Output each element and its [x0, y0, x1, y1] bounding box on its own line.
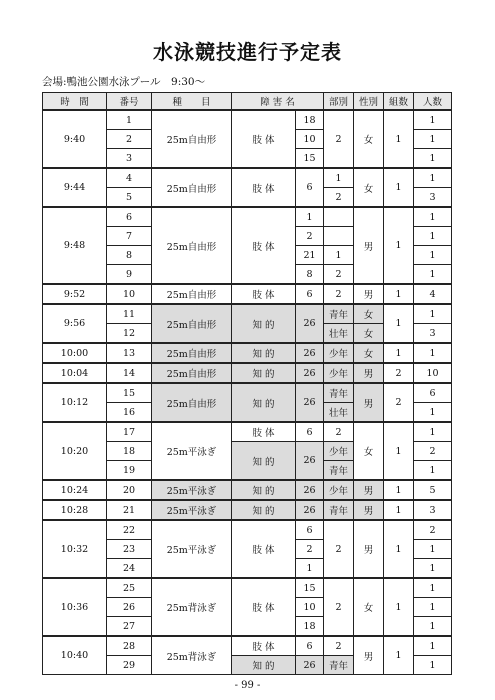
groups-cell: 1 — [384, 207, 414, 284]
sex-cell: 男 — [354, 520, 384, 578]
people-cell: 5 — [414, 480, 452, 500]
header-time: 時 間 — [43, 93, 107, 111]
number-cell: 7 — [107, 227, 152, 246]
number-cell: 12 — [107, 324, 152, 344]
class-cell: 2 — [296, 227, 324, 246]
event-cell: 25m自由形 — [152, 383, 232, 422]
time-cell: 10:04 — [43, 363, 107, 383]
disability-cell: 知 的 — [232, 442, 296, 481]
number-cell: 3 — [107, 149, 152, 169]
header-disability: 障 害 名 — [232, 93, 324, 111]
sex-cell: 女 — [354, 168, 384, 207]
number-cell: 16 — [107, 403, 152, 423]
schedule-table — [42, 92, 452, 675]
people-cell: 1 — [414, 617, 452, 637]
event-cell: 25m自由形 — [152, 168, 232, 207]
table-row — [43, 207, 452, 227]
time-cell: 10:20 — [43, 422, 107, 480]
number-cell: 24 — [107, 559, 152, 579]
number-cell: 21 — [107, 500, 152, 520]
disability-cell: 肢 体 — [232, 168, 296, 207]
people-cell: 3 — [414, 324, 452, 344]
groups-cell: 1 — [384, 578, 414, 636]
class-cell: 6 — [296, 168, 324, 207]
class-cell: 18 — [296, 110, 324, 130]
number-cell: 17 — [107, 422, 152, 442]
groups-cell: 1 — [384, 480, 414, 500]
number-cell: 15 — [107, 383, 152, 403]
groups-cell: 1 — [384, 168, 414, 207]
people-cell: 1 — [414, 110, 452, 130]
groups-cell: 1 — [384, 520, 414, 578]
division-cell: 青年 — [324, 304, 354, 324]
groups-cell: 1 — [384, 304, 414, 343]
people-cell: 4 — [414, 284, 452, 304]
division-cell: 少年 — [324, 343, 354, 363]
groups-cell: 1 — [384, 343, 414, 363]
time-cell: 10:28 — [43, 500, 107, 520]
class-cell: 6 — [296, 520, 324, 540]
groups-cell: 1 — [384, 284, 414, 304]
time-cell: 9:52 — [43, 284, 107, 304]
disability-cell: 知 的 — [232, 500, 296, 520]
event-cell: 25m背泳ぎ — [152, 578, 232, 636]
division-cell: 2 — [324, 188, 354, 208]
people-cell: 3 — [414, 500, 452, 520]
disability-cell: 肢 体 — [232, 520, 296, 578]
class-cell: 26 — [296, 304, 324, 343]
sex-cell: 男 — [354, 363, 384, 383]
people-cell: 1 — [414, 343, 452, 363]
division-cell: 2 — [324, 422, 354, 442]
class-cell: 15 — [296, 149, 324, 169]
sex-cell: 女 — [354, 304, 384, 324]
disability-cell: 知 的 — [232, 383, 296, 422]
people-cell: 1 — [414, 207, 452, 227]
division-cell: 青年 — [324, 500, 354, 520]
disability-cell: 知 的 — [232, 343, 296, 363]
sex-cell: 女 — [354, 578, 384, 636]
division-cell: 少年 — [324, 480, 354, 500]
table-row — [43, 110, 452, 130]
table-row — [43, 343, 452, 363]
division-cell: 2 — [324, 578, 354, 636]
time-cell: 10:40 — [43, 636, 107, 675]
time-cell: 9:48 — [43, 207, 107, 284]
disability-cell: 肢 体 — [232, 578, 296, 636]
event-cell: 25m自由形 — [152, 343, 232, 363]
table-row — [43, 168, 452, 188]
division-cell: 2 — [324, 520, 354, 578]
header-number: 番号 — [107, 93, 152, 111]
number-cell: 27 — [107, 617, 152, 637]
disability-cell: 知 的 — [232, 656, 296, 675]
class-cell: 2 — [296, 540, 324, 559]
people-cell: 1 — [414, 461, 452, 481]
division-cell: 壮年 — [324, 324, 354, 344]
disability-cell: 肢 体 — [232, 110, 296, 168]
disability-cell: 肢 体 — [232, 284, 296, 304]
time-cell: 10:00 — [43, 343, 107, 363]
time-cell: 10:24 — [43, 480, 107, 500]
table-row — [43, 636, 452, 656]
people-cell: 1 — [414, 304, 452, 324]
people-cell: 1 — [414, 168, 452, 188]
disability-cell: 肢 体 — [232, 422, 296, 442]
sex-cell: 男 — [354, 636, 384, 675]
class-cell: 26 — [296, 656, 324, 675]
number-cell: 23 — [107, 540, 152, 559]
groups-cell: 2 — [384, 363, 414, 383]
people-cell: 1 — [414, 636, 452, 656]
event-cell: 25m自由形 — [152, 110, 232, 168]
class-cell: 1 — [296, 207, 324, 227]
groups-cell: 2 — [384, 383, 414, 422]
number-cell: 8 — [107, 246, 152, 265]
sex-cell: 男 — [354, 480, 384, 500]
table-row — [43, 480, 452, 500]
sex-cell: 男 — [354, 383, 384, 422]
page-number: - 99 - — [234, 680, 261, 691]
number-cell: 5 — [107, 188, 152, 208]
class-cell: 15 — [296, 578, 324, 598]
people-cell: 1 — [414, 540, 452, 559]
division-cell: 2 — [324, 636, 354, 656]
division-cell: 1 — [324, 168, 354, 188]
people-cell: 2 — [414, 520, 452, 540]
people-cell: 1 — [414, 246, 452, 265]
number-cell: 22 — [107, 520, 152, 540]
people-cell: 1 — [414, 559, 452, 579]
number-cell: 29 — [107, 656, 152, 675]
class-cell: 10 — [296, 598, 324, 617]
class-cell: 1 — [296, 559, 324, 579]
header-people: 人数 — [414, 93, 452, 111]
event-cell: 25m自由形 — [152, 363, 232, 383]
table-row — [43, 383, 452, 403]
table-row — [43, 284, 452, 304]
people-cell: 2 — [414, 442, 452, 461]
groups-cell: 1 — [384, 422, 414, 480]
event-cell: 25m平泳ぎ — [152, 500, 232, 520]
time-cell: 10:36 — [43, 578, 107, 636]
disability-cell: 知 的 — [232, 304, 296, 343]
table-row — [43, 500, 452, 520]
disability-cell: 肢 体 — [232, 207, 296, 284]
time-cell: 10:32 — [43, 520, 107, 578]
disability-cell: 知 的 — [232, 363, 296, 383]
event-cell: 25m平泳ぎ — [152, 520, 232, 578]
class-cell: 26 — [296, 363, 324, 383]
class-cell: 26 — [296, 383, 324, 422]
table-row — [43, 363, 452, 383]
number-cell: 19 — [107, 461, 152, 481]
people-cell: 1 — [414, 422, 452, 442]
class-cell: 26 — [296, 442, 324, 481]
table-row — [43, 520, 452, 540]
page-title: 水泳競技進行予定表 — [153, 40, 342, 64]
number-cell: 10 — [107, 284, 152, 304]
time-cell: 10:12 — [43, 383, 107, 422]
class-cell: 10 — [296, 130, 324, 149]
event-cell: 25m自由形 — [152, 284, 232, 304]
division-cell: 2 — [324, 265, 354, 285]
number-cell: 26 — [107, 598, 152, 617]
number-cell: 2 — [107, 130, 152, 149]
groups-cell: 1 — [384, 500, 414, 520]
division-cell: 青年 — [324, 383, 354, 403]
header-sex: 性別 — [354, 93, 384, 111]
division-cell: 1 — [324, 246, 354, 265]
venue-line: 会場:鴨池公園水泳プール 9:30～ — [42, 76, 206, 88]
sex-cell: 男 — [354, 207, 384, 284]
division-cell: 少年 — [324, 363, 354, 383]
disability-cell: 肢 体 — [232, 636, 296, 656]
sex-cell: 男 — [354, 284, 384, 304]
people-cell: 1 — [414, 578, 452, 598]
sex-cell: 女 — [354, 343, 384, 363]
people-cell: 6 — [414, 383, 452, 403]
event-cell: 25m自由形 — [152, 207, 232, 284]
header-groups: 組数 — [384, 93, 414, 111]
number-cell: 9 — [107, 265, 152, 285]
people-cell: 1 — [414, 149, 452, 169]
class-cell: 6 — [296, 422, 324, 442]
time-cell: 9:40 — [43, 110, 107, 168]
division-cell: 2 — [324, 284, 354, 304]
number-cell: 13 — [107, 343, 152, 363]
people-cell: 10 — [414, 363, 452, 383]
class-cell: 6 — [296, 636, 324, 656]
number-cell: 6 — [107, 207, 152, 227]
header-event: 種 目 — [152, 93, 232, 111]
table-row — [43, 422, 452, 442]
header-division: 部別 — [324, 93, 354, 111]
class-cell: 18 — [296, 617, 324, 637]
division-cell: 少年 — [324, 442, 354, 461]
sex-cell: 女 — [354, 110, 384, 168]
sex-cell: 女 — [354, 324, 384, 344]
class-cell: 26 — [296, 500, 324, 520]
header-row — [43, 93, 452, 111]
sex-cell: 男 — [354, 500, 384, 520]
people-cell: 1 — [414, 265, 452, 285]
event-cell: 25m自由形 — [152, 304, 232, 343]
number-cell: 14 — [107, 363, 152, 383]
people-cell: 1 — [414, 130, 452, 149]
number-cell: 1 — [107, 110, 152, 130]
class-cell: 8 — [296, 265, 324, 285]
division-cell — [324, 227, 354, 246]
division-cell — [324, 207, 354, 227]
disability-cell: 知 的 — [232, 480, 296, 500]
division-cell: 青年 — [324, 461, 354, 481]
number-cell: 11 — [107, 304, 152, 324]
table-row — [43, 304, 452, 324]
number-cell: 18 — [107, 442, 152, 461]
class-cell: 21 — [296, 246, 324, 265]
event-cell: 25m平泳ぎ — [152, 480, 232, 500]
people-cell: 1 — [414, 598, 452, 617]
groups-cell: 1 — [384, 636, 414, 675]
number-cell: 25 — [107, 578, 152, 598]
table-row — [43, 578, 452, 598]
time-cell: 9:56 — [43, 304, 107, 343]
class-cell: 26 — [296, 343, 324, 363]
event-cell: 25m背泳ぎ — [152, 636, 232, 675]
division-cell: 青年 — [324, 656, 354, 675]
number-cell: 4 — [107, 168, 152, 188]
class-cell: 6 — [296, 284, 324, 304]
event-cell: 25m平泳ぎ — [152, 422, 232, 480]
class-cell: 26 — [296, 480, 324, 500]
people-cell: 1 — [414, 227, 452, 246]
number-cell: 20 — [107, 480, 152, 500]
time-cell: 9:44 — [43, 168, 107, 207]
groups-cell: 1 — [384, 110, 414, 168]
people-cell: 1 — [414, 403, 452, 423]
people-cell: 3 — [414, 188, 452, 208]
division-cell: 2 — [324, 110, 354, 168]
division-cell: 壮年 — [324, 403, 354, 423]
sex-cell: 女 — [354, 422, 384, 480]
people-cell: 1 — [414, 656, 452, 675]
number-cell: 28 — [107, 636, 152, 656]
